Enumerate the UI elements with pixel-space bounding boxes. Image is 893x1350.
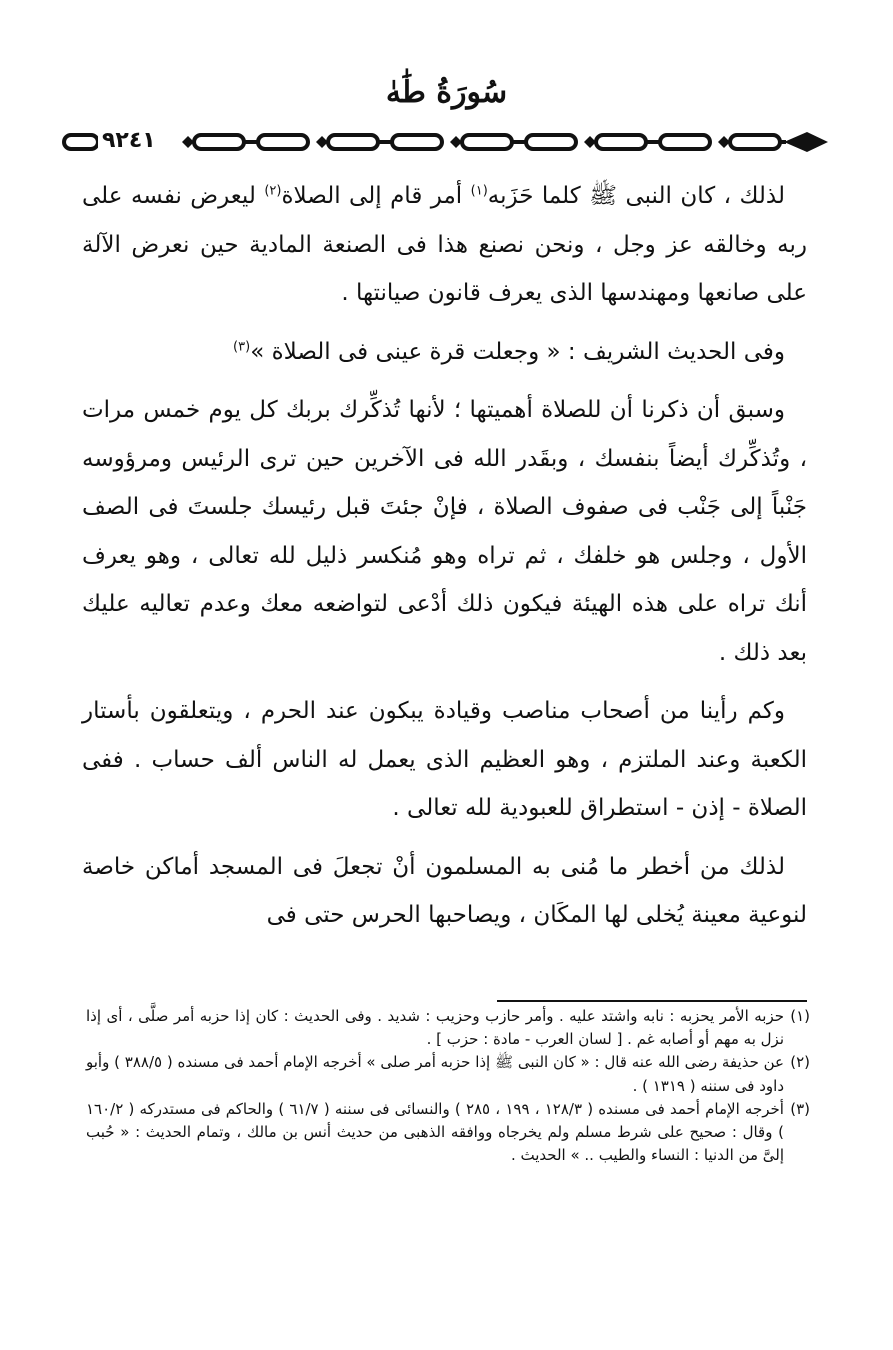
footnote-divider [497,1000,807,1002]
text-run: لذلك ، كان النبى ﷺ كلما حَزَبه [487,183,786,209]
footnote-text: أخرجه الإمام أحمد فى مسنده ( ١٢٨/٣ ، ١٩٩ ، ٢٨٥ ) والنسائى فى سننه ( ٦١/٧ ) والحاكم فى مستدركه ( ١٦٠/٢ ) وقال : صحيح على شرط مسلم ولم يخرجاه ووافقه الذهبى من حديث أنس بن مالك ، وتمام الحديث : « حُبب إلىَّ من الدنيا : النساء والطيب .. » الحديث . [86,1099,784,1165]
footnotes [86,1005,810,1167]
paragraph-1 [82,172,807,318]
footnote-number: (٢) [790,1053,810,1072]
paragraph-4: وكم رأينا من أصحاب مناصب وقيادة يبكون عند الحرم ، ويتعلقون بأستار الكعبة وعند الملتزم ، وهو العظيم الذى يعمل له الناس ألف حساب . ففى الصلاة - إذن - استطراق للعبودية لله تعالى . [82,698,807,821]
footnote-1 [86,1005,810,1051]
main-text [82,172,807,940]
footnote-ref-2: (٢) [264,183,282,199]
footnote-3 [86,1098,810,1168]
paragraph-hadith [82,328,807,377]
text-run: وفى الحديث الشريف : « وجعلت قرة عينى فى الصلاة » [250,338,785,365]
paragraph-3: وسبق أن ذكرنا أن للصلاة أهميتها ؛ لأنها تُذكِّرك بربك كل يوم خمس مرات ، وتُذكِّرك أيضاً بنفسك ، وبقَدر الله فى الآخرين حين ترى الرئيس ومرؤوسه جَنْباً إلى جَنْب فى صفوف الصلاة ، فإنْ جئتَ قبل رئيسك جلستَ فى الصف الأول ، وجلس هو خلفك ، ثم تراه وهو مُنكسر ذليل لله تعالى ، وهو يعرف أنك تراه على هذه الهيئة فيكون ذلك أدْعى لتواضعه معك وعدم تعاليه عليك بعد ذلك . [82,397,807,666]
page-number: ٩٢٤١ [98,126,182,156]
footnote-number: (١) [790,1007,810,1025]
footnote-ref-3: (٣) [233,338,251,354]
text-run: أمر قام إلى الصلاة [281,183,463,209]
footnote-text: عن حذيفة رضى الله عنه قال : « كان النبى ﷺ إذا حزبه أمر صلى » أخرجه الإمام أحمد فى مسنده ( ٣٨٨/٥ ) وأبو داود فى سننه ( ١٣١٩ ) . [86,1053,784,1095]
footnote-text: حزبه الأمر يحزبه : نابه واشتد عليه . وأمر حازب وحزيب : شديد . وفى الحديث : كان إذا حزبه أمر صلَّى ، أى إذا نزل به مهم أو أصابه غم . [ لسان العرب - مادة : حزب ] . [86,1007,784,1049]
surah-title: سُورَةُ طَٰهٰ [385,75,508,110]
footnote-2 [86,1051,810,1097]
footnote-ref-1: (١) [470,183,488,199]
paragraph-5: لذلك من أخطر ما مُنى به المسلمون أنْ تجعلَ فى المسجد أماكن خاصة لنوعية معينة يُخلى لها المكَان ، ويصاحبها الحرس حتى فى [82,853,807,928]
text-run: ليعرض نفسه على ربه وخالقه عز وجل ، ونحن نصنع هذا فى الصنعة المادية حين نعرض الآلة على صانعها ومهندسها الذى يعرف قانون صيانتها . [82,183,807,306]
footnote-number: (٣) [790,1099,810,1118]
